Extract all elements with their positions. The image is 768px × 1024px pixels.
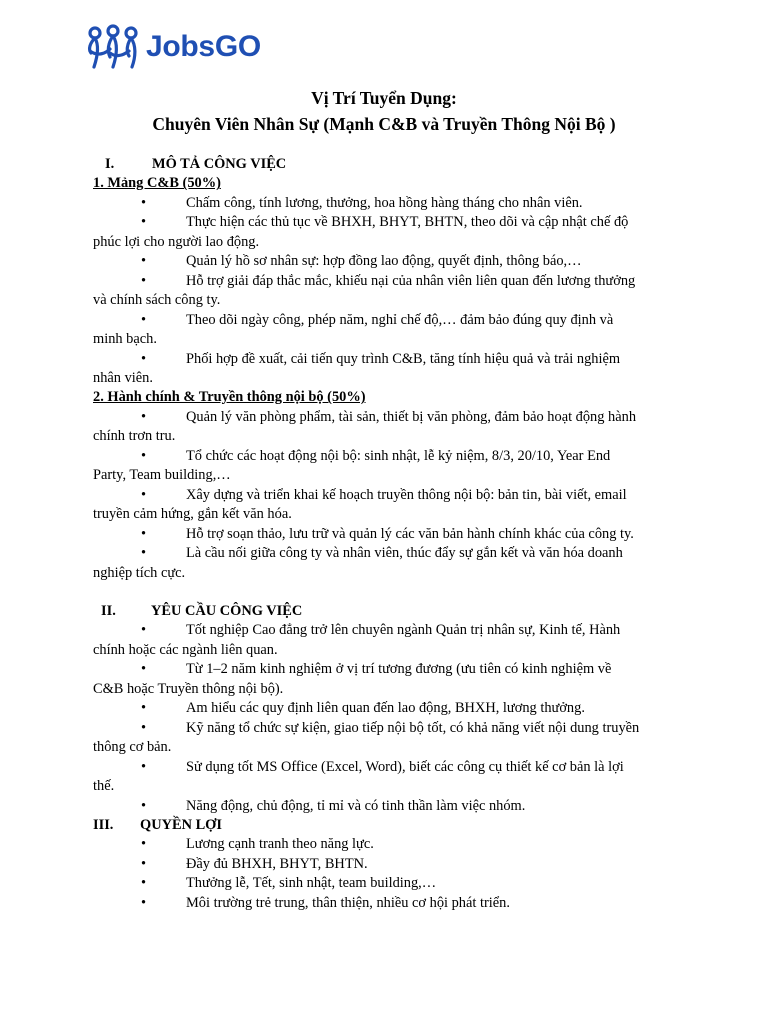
section-number: III. (93, 816, 114, 833)
logo-wordmark: JobsGO (146, 30, 261, 63)
list-item-text: Xây dựng và triển khai kế hoạch truyền thông nội bộ: bản tin, bài viết, email (186, 486, 627, 503)
list-item-text-continued: Party, Team building,… (93, 467, 231, 484)
list-item-text-continued: và chính sách công ty. (93, 292, 221, 309)
list-item-text: Năng động, chủ động, tỉ mỉ và có tinh thần làm việc nhóm. (186, 797, 526, 814)
list-item-text: Môi trường trẻ trung, thân thiện, nhiều cơ hội phát triển. (186, 894, 510, 911)
bullet-icon: • (141, 875, 147, 892)
list-item-text-continued: nhân viên. (93, 369, 153, 386)
list-item (93, 194, 678, 213)
bullet-icon: • (141, 622, 147, 639)
section-heading-3 (93, 816, 678, 835)
list-item (93, 855, 678, 874)
title-line-2: Chuyên Viên Nhân Sự (Mạnh C&B và Truyền Thông Nội Bộ ) (152, 114, 616, 134)
list-item (93, 797, 678, 816)
list-item (93, 350, 678, 389)
list-item-text: Là cầu nối giữa công ty và nhân viên, thúc đẩy sự gắn kết và văn hóa doanh (186, 545, 623, 562)
bullet-icon: • (141, 797, 147, 814)
subsection-title-1: 1. Mảng C&B (50%) (93, 175, 221, 192)
list-item (93, 311, 678, 350)
section-number: II. (101, 602, 116, 619)
bullet-icon: • (141, 311, 147, 328)
list-item (93, 699, 678, 718)
list-item-text: Am hiểu các quy định liên quan đến lao động, BHXH, lương thưởng. (186, 700, 585, 717)
list-item-text-continued: minh bạch. (93, 331, 157, 348)
list-item-text: Đầy đủ BHXH, BHYT, BHTN. (186, 855, 368, 872)
list-item-text-continued: chính hoặc các ngành liên quan. (93, 641, 278, 658)
section-number: I. (105, 156, 115, 172)
list-item-text: Tốt nghiệp Cao đẳng trở lên chuyên ngành Quản trị nhân sự, Kinh tế, Hành (186, 622, 621, 639)
bullet-icon: • (141, 836, 147, 853)
list-item-text-continued: thông cơ bản. (93, 739, 172, 756)
bullet-icon: • (141, 272, 147, 289)
bullet-icon: • (141, 447, 147, 464)
list-item (93, 874, 678, 893)
list-item-text: Hỗ trợ soạn thảo, lưu trữ và quản lý các văn bản hành chính khác của công ty. (186, 525, 634, 542)
list-item (93, 544, 678, 583)
list-item (93, 660, 678, 699)
section-title: QUYỀN LỢI (140, 816, 222, 833)
bullet-icon: • (141, 525, 147, 542)
list-item (93, 835, 678, 854)
list-item (93, 758, 678, 797)
bullet-icon: • (141, 194, 147, 211)
bullet-icon: • (141, 855, 147, 872)
list-item-text: Chấm công, tính lương, thưởng, hoa hồng hàng tháng cho nhân viên. (186, 194, 583, 211)
list-item (93, 408, 678, 447)
list-item-text-continued: chính trơn tru. (93, 428, 176, 445)
subsection-title-2: 2. Hành chính & Truyền thông nội bộ (50%) (93, 389, 366, 406)
list-admin (93, 408, 678, 583)
spacer (93, 583, 678, 602)
list-item (93, 525, 678, 544)
list-item-text-continued: phúc lợi cho người lao động. (93, 233, 260, 250)
bullet-icon: • (141, 661, 147, 678)
list-item-text: Kỹ năng tổ chức sự kiện, giao tiếp nội bộ tốt, có khả năng viết nội dung truyền (186, 719, 640, 736)
list-item (93, 272, 678, 311)
document-body (93, 155, 678, 913)
list-item (93, 486, 678, 525)
list-cb (93, 194, 678, 389)
list-item (93, 719, 678, 758)
bullet-icon: • (141, 253, 147, 270)
list-item-text: Tổ chức các hoạt động nội bộ: sinh nhật, lễ kỷ niệm, 8/3, 20/10, Year End (186, 447, 611, 464)
list-item-text-continued: nghiệp tích cực. (93, 564, 186, 581)
list-item-text-continued: truyền cảm hứng, gắn kết văn hóa. (93, 506, 292, 523)
list-item-text: Thực hiện các thủ tục về BHXH, BHYT, BHTN, theo dõi và cập nhật chế độ (186, 214, 629, 231)
bullet-icon: • (141, 700, 147, 717)
list-item-text-continued: thế. (93, 778, 115, 795)
list-item-text-continued: C&B hoặc Truyền thông nội bộ). (93, 680, 284, 697)
list-item (93, 213, 678, 252)
list-item-text: Sử dụng tốt MS Office (Excel, Word), biết các công cụ thiết kế cơ bản là lợi (186, 758, 624, 775)
section-title: MÔ TẢ CÔNG VIỆC (152, 156, 287, 172)
list-item-text: Thưởng lễ, Tết, sinh nhật, team building,… (186, 875, 437, 892)
section-title: YÊU CẦU CÔNG VIỆC (151, 602, 303, 619)
section-heading-1 (93, 155, 678, 174)
list-item (93, 252, 678, 271)
bullet-icon: • (141, 214, 147, 231)
list-item-text: Phối hợp đề xuất, cải tiến quy trình C&B, tăng tính hiệu quả và trải nghiệm (186, 350, 621, 367)
bullet-icon: • (141, 719, 147, 736)
list-item (93, 621, 678, 660)
list-item-text: Hỗ trợ giải đáp thắc mắc, khiếu nại của nhân viên liên quan đến lương thưởng (186, 272, 636, 289)
jobsgo-logo (86, 22, 261, 72)
section-heading-2 (93, 602, 678, 621)
list-item-text: Quản lý hồ sơ nhân sự: hợp đồng lao động, quyết định, thông báo,… (186, 253, 582, 270)
bullet-icon: • (141, 545, 147, 562)
bullet-icon: • (141, 350, 147, 367)
bullet-icon: • (141, 486, 147, 503)
bullet-icon: • (141, 758, 147, 775)
bullet-icon: • (141, 408, 147, 425)
bullet-icon: • (141, 894, 147, 911)
list-item-text: Theo dõi ngày công, phép năm, nghỉ chế độ,… đảm bảo đúng quy định và (186, 311, 614, 328)
list-benefits (93, 835, 678, 913)
list-requirements (93, 621, 678, 816)
title-line-1: Vị Trí Tuyển Dụng: (311, 88, 457, 108)
list-item-text: Từ 1–2 năm kinh nghiệm ở vị trí tương đương (ưu tiên có kinh nghiệm về (186, 661, 612, 678)
people-logo-icon (86, 23, 142, 71)
list-item (93, 447, 678, 486)
list-item-text: Quản lý văn phòng phẩm, tài sản, thiết bị văn phòng, đảm bảo hoạt động hành (186, 408, 637, 425)
list-item (93, 894, 678, 913)
list-item-text: Lương cạnh tranh theo năng lực. (186, 836, 374, 853)
